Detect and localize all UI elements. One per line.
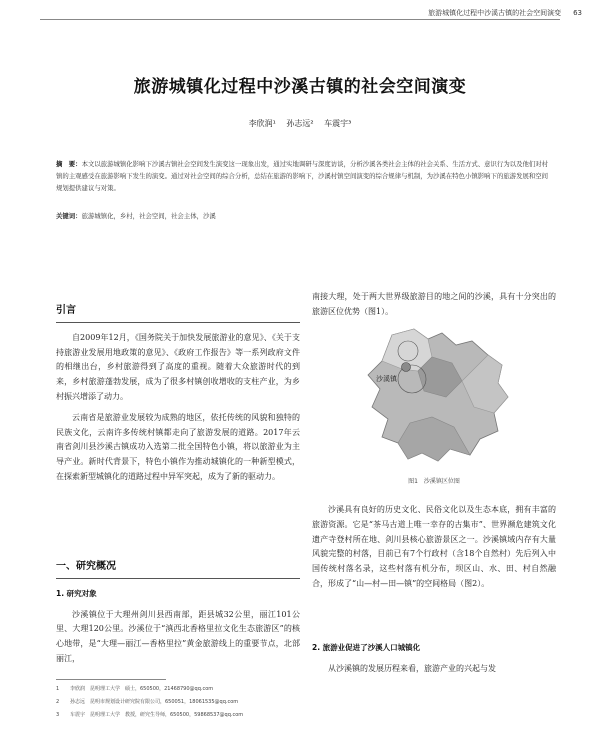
author-list xyxy=(0,118,600,129)
left-column xyxy=(56,304,300,485)
location-map xyxy=(362,327,510,467)
header-divider xyxy=(40,19,560,20)
abstract xyxy=(56,158,552,194)
section1-heading-rule xyxy=(56,578,300,579)
keywords-text: 旅游城镇化，乡村，社会空间，社会主体，沙溪 xyxy=(81,212,216,220)
author-2: 孙志远² xyxy=(286,119,314,128)
intro-paragraph-2: 云南省是旅游业发展较为成熟的地区，依托传统的风貌和独特的民族文化，云南许多传统村镇都走向了旅游发展的道路。2017年云南省剑川县沙溪古镇成功入选第二批全国特色小镇，将以旅游业为主导产业。新时代背景下，特色小镇作为推动城镇化的一种新型模式，在探索新型城镇化的道路过程中异军突起，成为了新的驱动力。 xyxy=(56,412,300,481)
right-column-section2 xyxy=(312,641,556,677)
intro-heading: 引言 xyxy=(56,305,76,316)
footnote-3-num: 3 xyxy=(56,712,60,718)
footnote-2-num: 2 xyxy=(56,699,60,705)
map-label-shaxi: 沙溪镇 xyxy=(376,375,397,383)
footnote-3-text: 车震宇 昆明理工大学 教授，研究生导师，650500，59868537@qq.com xyxy=(70,712,244,718)
article-title: 旅游城镇化过程中沙溪古镇的社会空间演变 xyxy=(133,77,467,97)
page-number: 63 xyxy=(573,9,582,17)
figure-1-caption: 图1 沙溪镇区位图 xyxy=(408,478,460,485)
footnote-3 xyxy=(56,709,356,722)
running-header xyxy=(428,8,582,18)
keywords-label: 关键词： xyxy=(56,212,82,220)
right-paragraph-1: 沙溪具有良好的历史文化、民俗文化以及生态本底，拥有丰富的旅游资源。它是“茶马古道上唯一幸存的古集市”、世界濒危建筑文化遗产寺登村所在地、剑川县核心旅游景区之一。沙溪镇域内存有大量风貌完整的村落，目前已有7个行政村（含18个自然村）先后列入中国传统村落名录，这些村落有机分布，坝区山、水、田、村自然融合，形成了“山—村—田—镇”的空间格局（图2）。 xyxy=(312,505,556,588)
section1-heading: 一、研究概况 xyxy=(56,561,116,572)
abstract-label: 摘 要： xyxy=(56,160,82,168)
intro-heading-rule xyxy=(56,322,300,323)
shaxi-marker xyxy=(402,363,411,372)
footnote-2-text: 孙志远 昆明市规划设计研究院有限公司，650051，18061535@qq.com xyxy=(70,699,239,705)
footnote-1-num: 1 xyxy=(56,686,60,692)
right-column-top xyxy=(312,290,556,320)
right-top-text: 南接大理，处于两大世界级旅游目的地之间的沙溪，具有十分突出的旅游区位优势（图1）。 xyxy=(312,292,556,316)
right-paragraph-2: 从沙溪镇的发展历程来看，旅游产业的兴起与发 xyxy=(328,663,496,673)
right-column-body xyxy=(312,503,556,592)
left-column-section1 xyxy=(56,560,300,667)
section1-paragraph: 沙溪镇位于大理州剑川县西南部，距县城32公里，丽江101公里、大理120公里。沙溪位于“滇西北香格里拉文化生态旅游区”的核心地带，是“大理—丽江—香格里拉”黄金旅游线上的重要节点，北部丽江， xyxy=(56,609,300,663)
intro-paragraph-1: 自2009年12月，《国务院关于加快发展旅游业的意见》、《关于支持旅游业发展用地政策的意见》、《政府工作报告》等一系列政府文件的相继出台，乡村旅游得到了高度的重视。随着大众旅游时代的到来，乡村旅游蓬勃发展，成为了很多村镇创收增收的支柱产业，为乡村振兴增添了动力。 xyxy=(56,332,300,401)
abstract-text: 本文以旅游城镇化影响下沙溪古镇社会空间发生演变这一现象出发，通过实地调研与深度访谈，分析沙溪各类社会主体的社会关系、生活方式、意识行为以及他们对村镇的主观感受在旅游影响下发生的演变。通过对社会空间的综合分析，总结在旅游的影响下，沙溪村镇空间演变的综合规律与机制，为沙溪在特色小镇影响下的旅游发展和空间规划提供建议与对策。 xyxy=(56,160,549,192)
footnote-2 xyxy=(56,696,356,709)
footnote-divider xyxy=(56,679,166,680)
subsection1-heading: 1. 研究对象 xyxy=(56,588,97,598)
running-title: 旅游城镇化过程中沙溪古镇的社会空间演变 xyxy=(428,9,562,17)
keywords xyxy=(56,210,552,222)
author-3: 车震宇³ xyxy=(324,119,352,128)
footnote-1-text: 李欣润 昆明理工大学 硕士，650500，21468790@qq.com xyxy=(70,686,214,692)
footnotes xyxy=(56,683,356,722)
author-1: 李欣润¹ xyxy=(248,119,276,128)
footnote-1 xyxy=(56,683,356,696)
subsection2-heading: 2. 旅游业促进了沙溪人口城镇化 xyxy=(312,643,421,652)
